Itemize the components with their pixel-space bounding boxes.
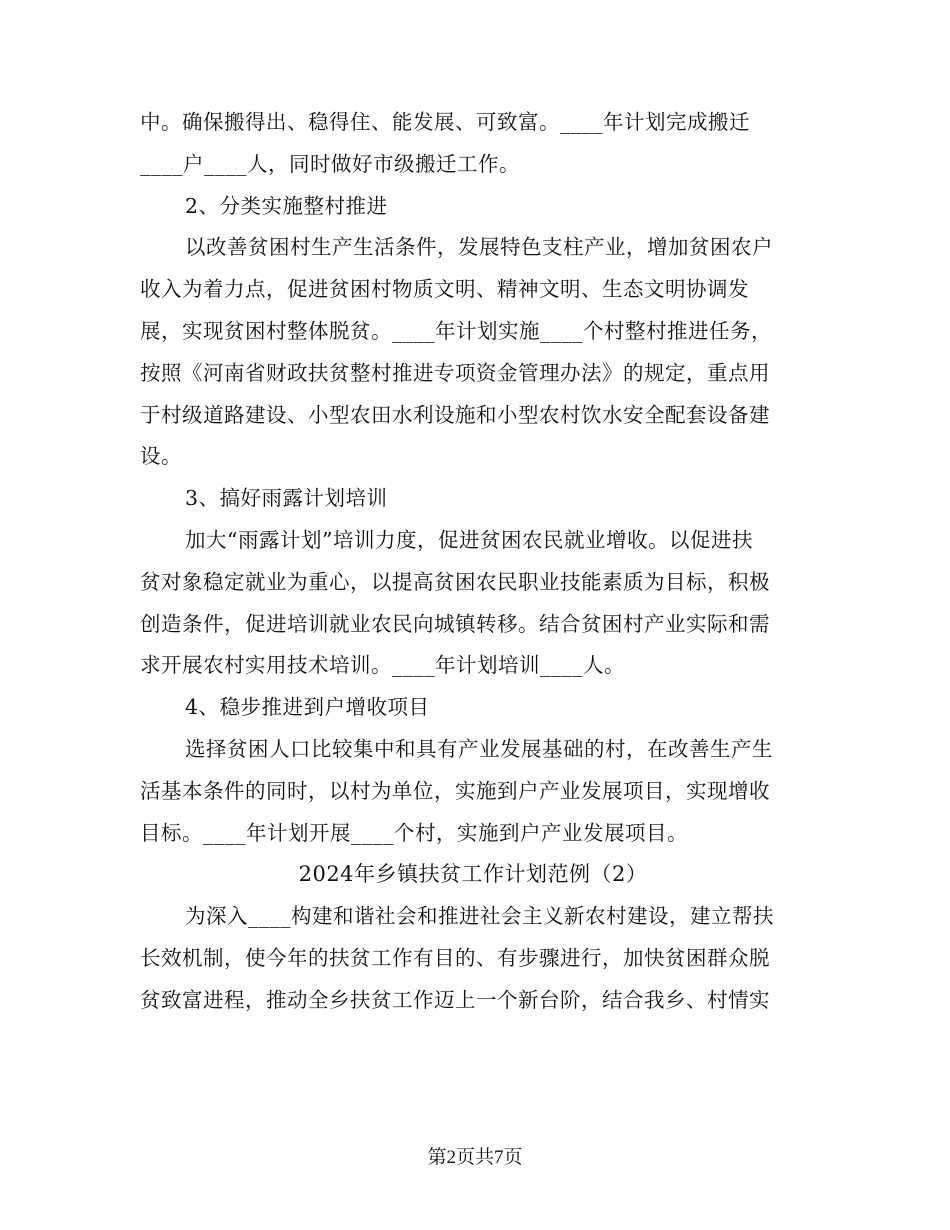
body-line: ____户____人，同时做好市级搬迁工作。	[140, 151, 520, 176]
body-line: 求开展农村实用技术培训。____年计划培训____人。	[140, 653, 625, 678]
paragraph-start-line: 选择贫困人口比较集中和具有产业发展基础的村，在改善生产生	[185, 736, 773, 761]
paragraph-start-line: 加大“雨露计划”培训力度，促进贫困农民就业增收。以促进扶	[185, 527, 753, 552]
body-line: 设。	[140, 444, 182, 469]
paragraph-start-line: 为深入____构建和谐社会和推进社会主义新农村建设，建立帮扶	[185, 904, 774, 929]
body-line: 贫致富进程，推动全乡扶贫工作迈上一个新台阶，结合我乡、村情实	[140, 987, 770, 1012]
body-line: 中。确保搬得出、稳得住、能发展、可致富。____年计划完成搬迁	[140, 110, 750, 134]
paragraph-start-line: 以改善贫困村生产生活条件，发展特色支柱产业，增加贫困农户	[185, 235, 773, 260]
section-heading: 2、分类实施整村推进	[185, 193, 388, 218]
section-heading: 4、稳步推进到户增收项目	[185, 695, 430, 720]
section-heading: 3、搞好雨露计划培训	[185, 486, 388, 511]
page-number-footer: 第2页共7页	[427, 1147, 523, 1168]
document-title: 2024年乡镇扶贫工作计划范例（2）	[298, 862, 648, 887]
body-line: 贫对象稳定就业为重心，以提高贫困农民职业技能素质为目标，积极	[140, 569, 770, 594]
body-line: 展，实现贫困村整体脱贫。____年计划实施____个村整村推进任务，	[140, 318, 772, 343]
body-line: 创造条件，促进培训就业农民向城镇转移。结合贫困村产业实际和需	[140, 611, 770, 636]
body-line: 活基本条件的同时，以村为单位，实施到户产业发展项目，实现增收	[140, 778, 770, 803]
body-line: 收入为着力点，促进贫困村物质文明、精神文明、生态文明协调发	[140, 277, 749, 302]
body-line: 长效机制，使今年的扶贫工作有目的、有步骤进行，加快贫困群众脱	[140, 945, 770, 970]
document-body	[140, 102, 806, 1022]
body-line: 按照《河南省财政扶贫整村推进专项资金管理办法》的规定，重点用	[140, 360, 770, 385]
body-line: 于村级道路建设、小型农田水利设施和小型农村饮水安全配套设备建	[140, 402, 770, 427]
body-line: 目标。____年计划开展____个村，实施到户产业发展项目。	[140, 820, 688, 845]
